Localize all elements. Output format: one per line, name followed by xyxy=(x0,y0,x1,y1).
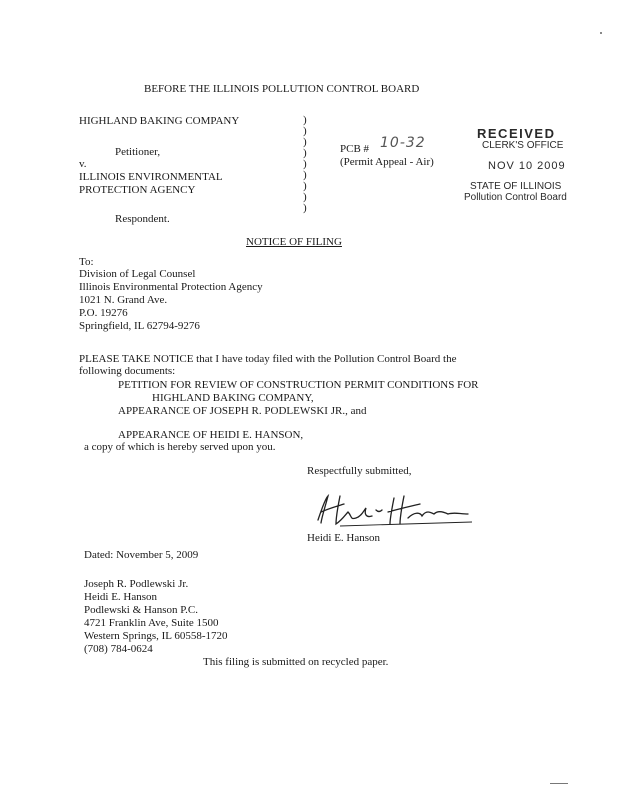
firm-line: Podlewski & Hanson P.C. xyxy=(84,604,198,616)
firm-line: Heidi E. Hanson xyxy=(84,591,158,603)
to-line: P.O. 19276 xyxy=(79,307,128,319)
respondent-name-line2: PROTECTION AGENCY xyxy=(79,184,196,196)
to-label: To: xyxy=(79,256,94,268)
firm-line: Western Springs, IL 60558-1720 xyxy=(84,630,228,642)
clerks-office-stamp: CLERK'S OFFICE xyxy=(482,140,564,151)
petitioner-role: Petitioner, xyxy=(115,146,161,158)
handwritten-signature xyxy=(312,490,482,530)
scan-mark xyxy=(600,32,602,34)
notice-intro-line1: PLEASE TAKE NOTICE that I have today filed with the Pollution Control Board the xyxy=(79,353,457,365)
dated-line: Dated: November 5, 2009 xyxy=(84,549,199,561)
pcb-label: PCB # xyxy=(340,143,370,155)
document-item-1-line1: PETITION FOR REVIEW OF CONSTRUCTION PERMIT CONDITIONS FOR xyxy=(118,379,479,391)
document-item-2: APPEARANCE OF JOSEPH R. PODLEWSKI JR., and xyxy=(118,405,367,417)
document-item-1-line2: HIGHLAND BAKING COMPANY, xyxy=(152,392,314,404)
pcb-number: 10-32 xyxy=(380,135,426,151)
received-date-stamp: NOV 10 2009 xyxy=(488,160,566,172)
notice-heading: NOTICE OF FILING xyxy=(246,236,342,248)
received-stamp: RECEIVED xyxy=(477,126,556,141)
firm-line: 4721 Franklin Ave, Suite 1500 xyxy=(84,617,219,629)
document-title: BEFORE THE ILLINOIS POLLUTION CONTROL BOARD xyxy=(144,83,420,95)
board-stamp: Pollution Control Board xyxy=(464,192,567,203)
closing-line: Respectfully submitted, xyxy=(307,465,412,477)
notice-intro-line2: following documents: xyxy=(79,365,176,377)
to-line: Division of Legal Counsel xyxy=(79,268,196,280)
caption-parentheses: ) ) ) ) ) ) ) ) ) xyxy=(303,114,307,214)
versus-label: v. xyxy=(79,158,87,170)
state-stamp: STATE OF ILLINOIS xyxy=(470,181,562,192)
firm-line: Joseph R. Podlewski Jr. xyxy=(84,578,189,590)
petitioner-name: HIGHLAND BAKING COMPANY xyxy=(79,115,240,127)
firm-line: (708) 784-0624 xyxy=(84,643,153,655)
to-line: 1021 N. Grand Ave. xyxy=(79,294,168,306)
scan-mark xyxy=(550,783,568,784)
document-item-3: APPEARANCE OF HEIDI E. HANSON, xyxy=(118,429,304,441)
recycled-paper-note: This filing is submitted on recycled paper. xyxy=(203,656,389,668)
served-statement: a copy of which is hereby served upon you. xyxy=(84,441,276,453)
respondent-role: Respondent. xyxy=(115,213,170,225)
signatory-name: Heidi E. Hanson xyxy=(307,532,381,544)
to-line: Springfield, IL 62794-9276 xyxy=(79,320,200,332)
respondent-name-line1: ILLINOIS ENVIRONMENTAL xyxy=(79,171,223,183)
appeal-type: (Permit Appeal - Air) xyxy=(340,156,434,168)
to-line: Illinois Environmental Protection Agency xyxy=(79,281,263,293)
